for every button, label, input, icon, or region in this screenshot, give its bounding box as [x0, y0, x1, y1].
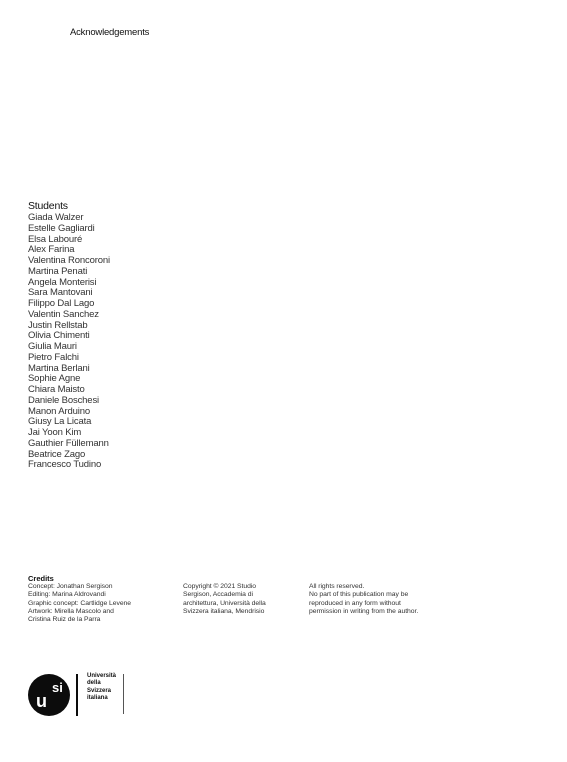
student-name: Angela Monterisi — [28, 276, 97, 288]
credits-line: reproduced in any form without — [309, 599, 401, 607]
credits-line: Copyright © 2021 Studio — [183, 583, 257, 590]
student-name: Filippo Dal Lago — [28, 298, 95, 309]
usi-logo — [28, 672, 138, 718]
credits-line: Editing: Marina Aldrovandi — [28, 591, 106, 599]
student-list — [28, 213, 208, 471]
student-name: Chiara Maisto — [28, 384, 85, 395]
student-name: Jai Yoon Kim — [28, 427, 82, 438]
credits-heading: Credits — [28, 574, 54, 583]
student-name: Justin Rellstab — [28, 319, 88, 331]
student-name: Olivia Chimenti — [28, 330, 90, 342]
student-name: Giusy La Licata — [28, 416, 92, 428]
student-name: Manon Arduino — [28, 405, 90, 417]
credits-copyright — [183, 583, 266, 616]
student-name: Beatrice Zago — [28, 448, 86, 460]
credits-line: No part of this publication may be — [309, 591, 409, 599]
student-name: Daniele Boschesi — [28, 394, 100, 406]
student-name: Elsa Labouré — [28, 233, 83, 245]
student-name: Sara Mantovani — [28, 287, 93, 299]
logo-text-line: Svizzera — [87, 687, 112, 694]
student-name: Valentin Sanchez — [28, 308, 99, 320]
credits-line: Concept: Jonathan Sergison — [28, 583, 113, 590]
logo-text-line: italiana — [87, 695, 108, 702]
student-name: Francesco Tudino — [28, 459, 102, 471]
student-name: Gauthier Füllemann — [28, 437, 109, 449]
student-name: Sophie Agne — [28, 373, 81, 385]
logo-text-line: Università — [87, 673, 117, 679]
logo-text-line: della — [87, 680, 101, 687]
student-name: Alex Farina — [28, 244, 75, 256]
logo-divider — [123, 674, 124, 714]
credits-rights — [309, 583, 418, 616]
students-section — [28, 200, 208, 471]
page-title: Acknowledgements — [70, 27, 150, 38]
credits-line: Cristina Ruiz de la Parra — [28, 616, 101, 624]
logo-wordmark — [87, 673, 116, 703]
logo-bar — [76, 674, 78, 716]
credits-line: Graphic concept: Cartlidge Levene — [28, 599, 132, 607]
credits-line: Svizzera italiana, Mendrisio — [183, 607, 265, 615]
students-heading: Students — [28, 200, 68, 212]
credits-line: Artwork: Mirella Mascolo and — [28, 607, 114, 615]
student-name: Giada Walzer — [28, 212, 84, 223]
credits-contributors — [28, 583, 131, 624]
student-name: Martina Penati — [28, 265, 88, 277]
credits-line: Sergison, Accademia di — [183, 591, 253, 599]
credits-line: architettura, Università della — [183, 599, 266, 607]
student-name: Estelle Gagliardi — [28, 222, 95, 234]
credits-line: permission in writing from the author. — [309, 607, 419, 615]
student-name: Martina Berlani — [28, 362, 90, 374]
logo-circle-mark — [28, 674, 70, 716]
logo-letter: si — [52, 680, 63, 695]
student-name: Giulia Mauri — [28, 341, 77, 352]
student-name: Pietro Falchi — [28, 351, 79, 363]
student-name: Valentina Roncoroni — [28, 255, 111, 266]
logo-letter: u — [36, 691, 47, 711]
credits-line: All rights reserved. — [309, 583, 365, 590]
